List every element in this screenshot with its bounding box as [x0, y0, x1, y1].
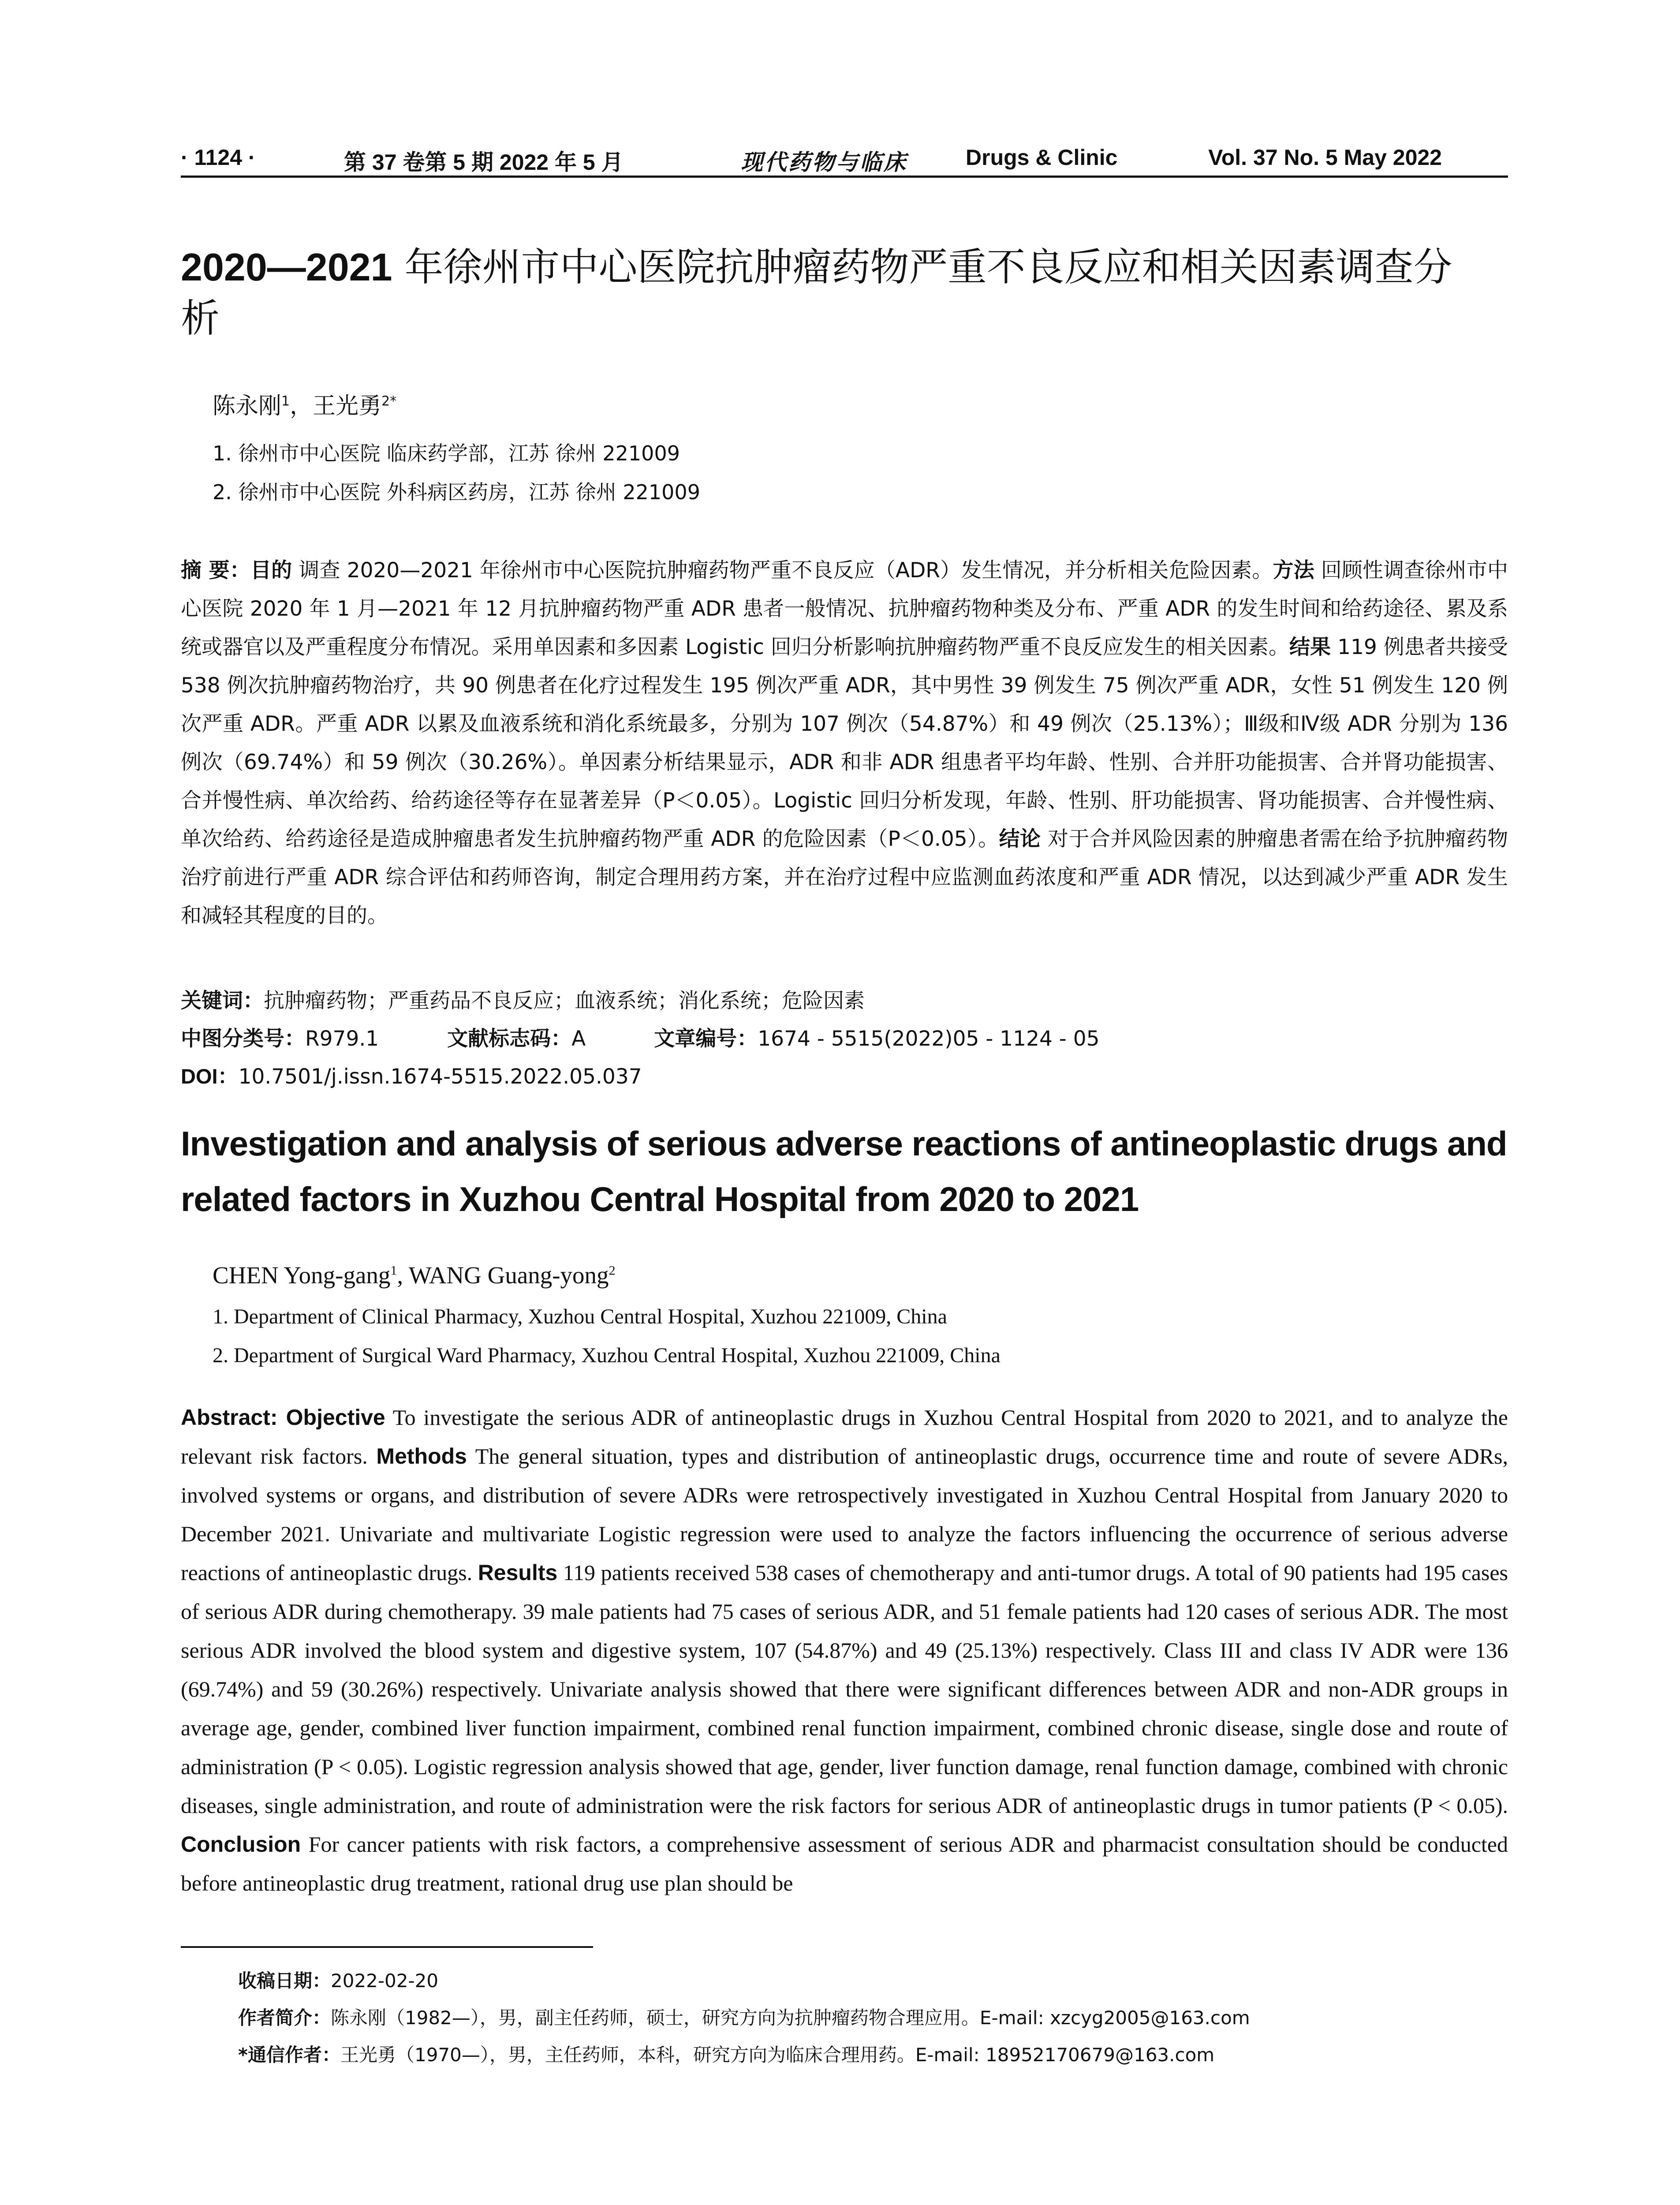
- chinese-title-text: 年徐州市中心医院抗肿瘤药物严重不良反应和相关因素调查分析: [181, 244, 1452, 341]
- abstract-label: Abstract:: [181, 1405, 286, 1430]
- corresponding-text: 王光勇（1970—），男，主任药师，本科，研究方向为临床合理用药。E-mail: 18952170679@163.com: [340, 2044, 1215, 2066]
- results-label: Results: [478, 1560, 558, 1585]
- objective-label: 目的: [250, 558, 292, 583]
- conclusion-label: Conclusion: [181, 1832, 301, 1857]
- footnotes: [238, 1962, 1250, 2074]
- english-affiliation-1: 1. Department of Clinical Pharmacy, Xuzhou Central Hospital, Xuzhou 221009, China: [213, 1305, 947, 1328]
- conclusion-label: 结论: [999, 827, 1041, 851]
- received-date: 2022-02-20: [331, 1970, 439, 1992]
- author-affil-sup: 1: [281, 393, 290, 409]
- footnote-author-bio: [238, 1999, 1250, 2037]
- objective-text: 调查 2020—2021 年徐州市中心医院抗肿瘤药物严重不良反应（ADR）发生情况，并分析相关危险因素。: [292, 558, 1273, 583]
- conclusion-text: For cancer patients with risk factors, a comprehensive assessment of serious ADR and pharmacist consultation should be conducted before antineoplastic drug treatment, rational drug use plan should be: [181, 1832, 1508, 1895]
- author-name: WANG Guang-yong: [408, 1262, 609, 1289]
- keywords-line: [181, 984, 865, 1014]
- author-separator: ，: [290, 393, 313, 419]
- author-name: 王光勇: [313, 393, 382, 419]
- keywords-label: 关键词：: [181, 989, 264, 1013]
- page-number: · 1124 ·: [181, 145, 256, 170]
- chinese-title: [181, 242, 1486, 344]
- author-name: CHEN Yong-gang: [213, 1262, 391, 1289]
- chinese-affiliation-2: 2. 徐州市中心医院 外科病区药房，江苏 徐州 221009: [213, 480, 700, 504]
- chinese-abstract: [181, 551, 1508, 935]
- footnote-received: [238, 1962, 1250, 1999]
- author-affil-sup: 2: [609, 1263, 616, 1278]
- doc-code-label: 文献标志码：: [447, 1027, 572, 1051]
- results-text: 119 例患者共接受 538 例次抗肿瘤药物治疗，共 90 例患者在化疗过程发生 195 例次严重 ADR，其中男性 39 例发生 75 例次严重 ADR，女性 51 例发生 120 例次严重 ADR。严重 ADR 以累及血液系统和消化系统最多，分别为 107 例次（54.87%）和 49 例次（25.13%）；Ⅲ级和Ⅳ级 ADR 分别为 136 例次（69.74%）和 59 例次（30.26%）。单因素分析结果显示，ADR 和非 ADR 组患者平均年龄、性别、合并肝功能损害、合并肾功能损害、合并慢性病、单次给药、给药途径等存在显著差异（P＜0.05）。Logistic 回归分析发现，年龄、性别、肝功能损害、肾功能损害、合并慢性病、单次给药、给药途径是造成肿瘤患者发生抗肿瘤药物严重 ADR 的危险因素（P＜0.05）。: [181, 635, 1508, 851]
- english-abstract: [181, 1398, 1508, 1902]
- english-affiliation-2: 2. Department of Surgical Ward Pharmacy, Xuzhou Central Hospital, Xuzhou 221009, China: [213, 1344, 1001, 1367]
- results-label: 结果: [1289, 635, 1331, 659]
- classification-line: [181, 1022, 1161, 1052]
- issue-info: 第 37 卷第 5 期 2022 年 5 月: [344, 150, 623, 175]
- author-name: 陈永刚: [213, 393, 282, 419]
- doi-link[interactable]: 10.7501/j.issn.1674-5515.2022.05.037: [238, 1065, 642, 1089]
- journal-name-cn: 现代药物与临床: [741, 149, 907, 175]
- chinese-authors: [213, 387, 396, 420]
- bio-text: 陈永刚（1982—），男，副主任药师，硕士，研究方向为抗肿瘤药物合理应用。E-mail: xzcyg2005@163.com: [331, 2007, 1250, 2029]
- article-number-label: 文章编号：: [654, 1027, 758, 1051]
- author-separator: ,: [397, 1262, 409, 1289]
- english-authors: [213, 1261, 616, 1289]
- journal-name-en: Drugs & Clinic: [966, 145, 1118, 170]
- methods-label: Methods: [376, 1444, 467, 1469]
- volume-info: Vol. 37 No. 5 May 2022: [1208, 145, 1442, 170]
- doc-code-value: A: [571, 1027, 586, 1051]
- abstract-label: 摘 要：: [181, 558, 250, 583]
- keywords-text: 抗肿瘤药物；严重药品不良反应；血液系统；消化系统；危险因素: [264, 989, 865, 1013]
- objective-text: To investigate the serious ADR of antineoplastic drugs in Xuzhou Central Hospital from 2020 to 2021, and to analyze the relevant risk factors.: [181, 1405, 1508, 1469]
- bio-label: 作者简介：: [238, 2007, 331, 2029]
- conclusion-text: 对于合并风险因素的肿瘤患者需在给予抗肿瘤药物治疗前进行严重 ADR 综合评估和药师咨询，制定合理用药方案，并在治疗过程中应监测血药浓度和严重 ADR 情况，以达到减少严重 ADR 发生和减轻其程度的目的。: [181, 827, 1508, 928]
- author-affil-sup: 1: [390, 1263, 397, 1278]
- footnote-corresponding: [238, 2037, 1250, 2074]
- results-text: 119 patients received 538 cases of chemotherapy and anti-tumor drugs. A total of 90 patients had 195 cases of serious ADR during chemotherapy. 39 male patients had 75 cases of serious ADR, and 51 female patients had 120 cases of serious ADR. The most serious ADR involved the blood system and digestive system, 107 (54.87%) and 49 (25.13%) respectively. Class III and class IV ADR were 136 (69.74%) and 59 (30.26%) respectively. Univariate analysis showed that there were significant differences between ADR and non-ADR groups in average age, gender, combined liver function impairment, combined renal function impairment, combined chronic disease, single dose and route of administration (P < 0.05). Logistic regression analysis showed that age, gender, liver function damage, renal function damage, combined with chronic diseases, single administration, and route of administration were the risk factors for serious ADR of antineoplastic drugs in tumor patients (P < 0.05).: [181, 1560, 1508, 1818]
- objective-label: Objective: [286, 1405, 385, 1430]
- methods-label: 方法: [1273, 558, 1314, 583]
- footnote-divider: [181, 1946, 593, 1948]
- article-number-value: 1674 - 5515(2022)05 - 1124 - 05: [758, 1027, 1100, 1051]
- running-header: [181, 140, 1508, 178]
- clc-label: 中图分类号：: [181, 1027, 305, 1051]
- doi-line: [181, 1060, 642, 1090]
- chinese-title-year: 2020—2021: [181, 245, 392, 289]
- methods-text: 回顾性调查徐州市中心医院 2020 年 1 月—2021 年 12 月抗肿瘤药物严重 ADR 患者一般情况、抗肿瘤药物种类及分布、严重 ADR 的发生时间和给药途径、累及系统或器官以及严重程度分布情况。采用单因素和多因素 Logistic 回归分析影响抗肿瘤药物严重不良反应发生的相关因素。: [181, 558, 1508, 659]
- clc-value: R979.1: [305, 1027, 379, 1051]
- author-affil-sup: 2*: [381, 393, 397, 409]
- doi-label: DOI：: [181, 1065, 239, 1088]
- chinese-affiliation-1: 1. 徐州市中心医院 临床药学部，江苏 徐州 221009: [213, 441, 680, 465]
- english-title: Investigation and analysis of serious adverse reactions of antineoplastic drugs and related factors in Xuzhou Central Hospital from 2020 to 2021: [181, 1124, 1507, 1218]
- received-label: 收稿日期：: [238, 1970, 331, 1992]
- corresponding-label: *通信作者：: [238, 2044, 340, 2066]
- methods-text: The general situation, types and distribution of antineoplastic drugs, occurrence time and route of severe ADRs, involved systems or organs, and distribution of severe ADRs were retrospectively investigated in Xuzhou Central Hospital from January 2020 to December 2021. Univariate and multivariate Logistic regression were used to analyze the factors influencing the occurrence of serious adverse reactions of antineoplastic drugs.: [181, 1444, 1508, 1585]
